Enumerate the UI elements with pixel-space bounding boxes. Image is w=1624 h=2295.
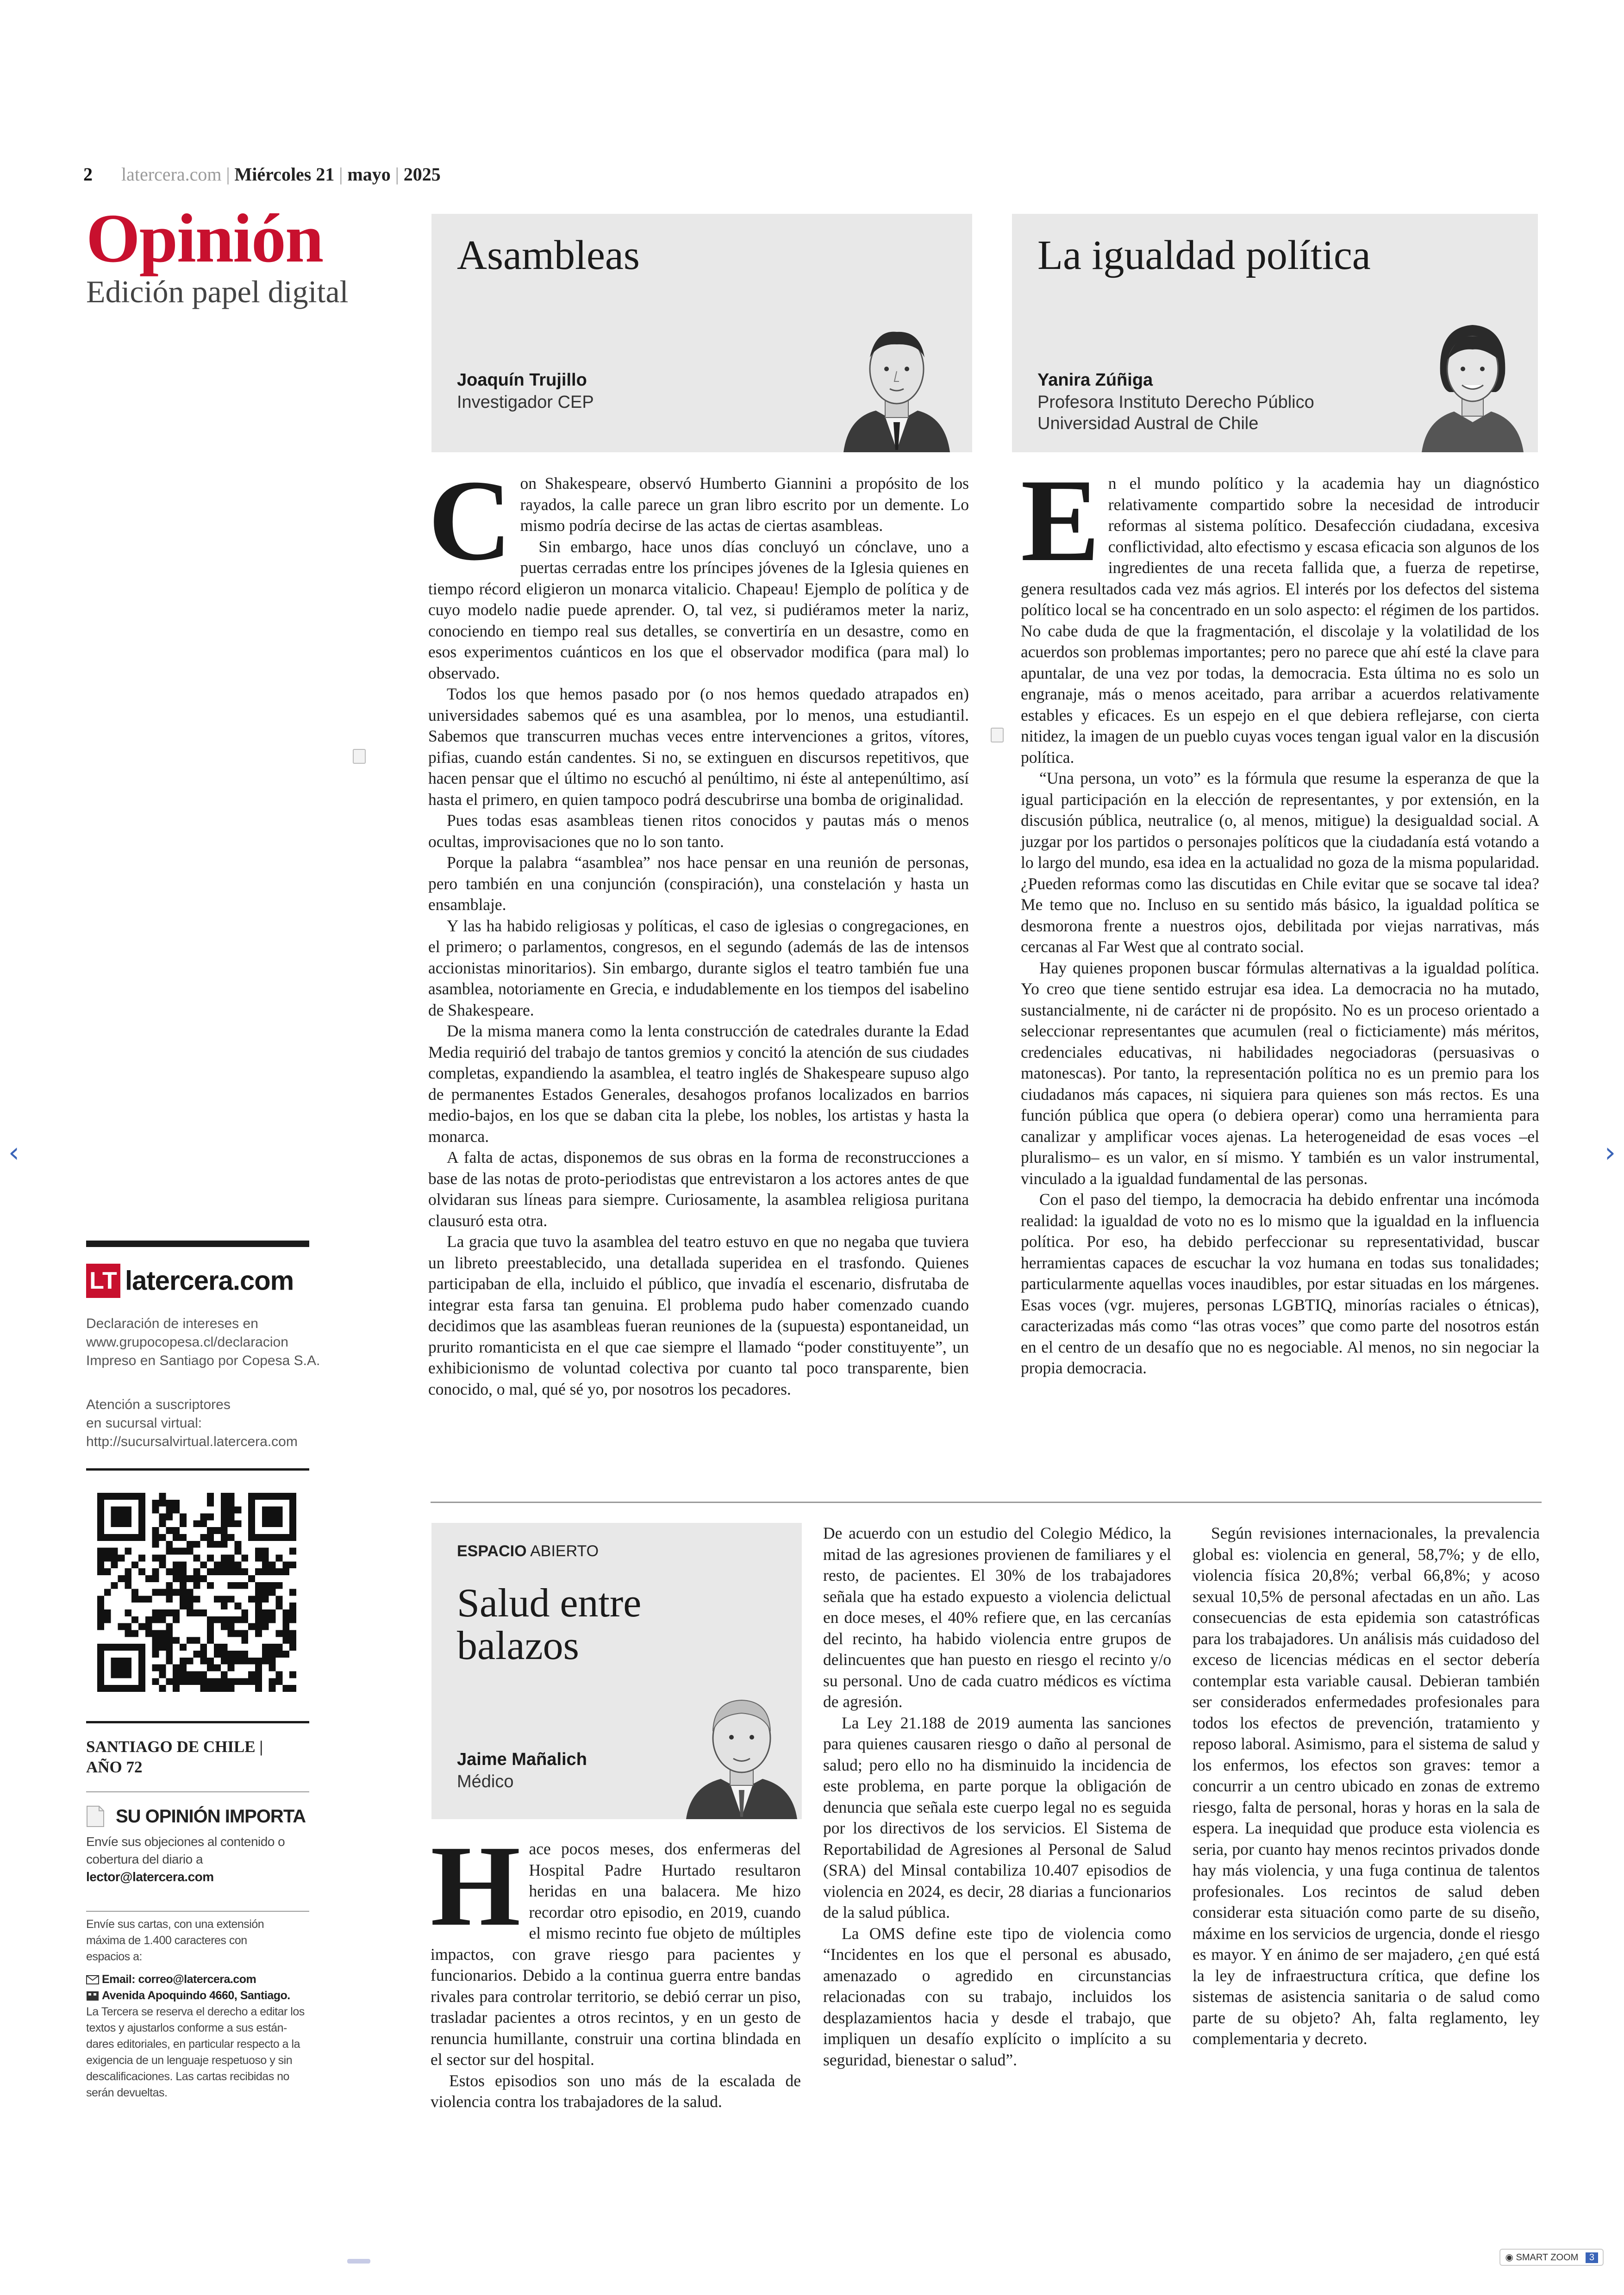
- paragraph: “Una persona, un voto” es la fórmula que resume la esperanza de que la igual participación en la elección de representantes, y por extensión, en la discusión pública, neutralice (o, al menos, mitigue) la desigualdad social. A juzgar por los partidos o personajes políticos que la ciudadanía está votando a lo largo del mundo, esa idea en la actualidad no goza de la misma popularidad. ¿Pueden reformas como las discutidas en Chile evitar que se socave tal idea? Me temo que no. Incluso en su sentido más básico, la igualdad política se desmorona frente a nuestros ojos, debilitada por viejas narrativas, más cercanas al Far West que al contrato social.: [1021, 769, 1539, 956]
- article-author: Joaquín Trujillo: [457, 370, 587, 390]
- year-issue: AÑO 72: [86, 1758, 143, 1776]
- city-label: SANTIAGO DE CHILE |: [86, 1738, 263, 1756]
- article-body-igualdad: [1021, 455, 1539, 1379]
- article-title-line: Salud entre: [457, 1581, 642, 1626]
- page-badge: 3: [1586, 2252, 1598, 2263]
- letters-text: espacios a:: [86, 1950, 142, 1963]
- subscribers-line: Atención a suscriptores: [86, 1397, 231, 1412]
- paragraph: La gracia que tuvo la asamblea del teatro estuvo en que no negaba que tuviera un libreto preestablecido, una detallada superidea en el trasfondo. Quienes participaban de ella, incluido el público, que invadía el escenario, disfrutaba de integrar esta farsa tan genuina. El problema pudo haber comenzado cuando decidimos que las asambleas fueran reuniones de la (supuesta) espontaneidad, un prurito romanticista en el que cae siempre el llamado “poder constituyente”, un exhibicionismo de voluntad colectiva por cuanto tal poco transparente, bien conocido, o mal, qué sé yo, por nosotros los pecadores.: [428, 1232, 969, 1398]
- opinion-email-link[interactable]: lector@latercera.com: [86, 1870, 214, 1884]
- article-header-salud: [431, 1523, 802, 1819]
- sidebar-rule: [86, 1721, 309, 1723]
- section-subtitle: Edición papel digital: [86, 274, 349, 309]
- article-header-igualdad: [1012, 214, 1538, 452]
- paragraph: Hay quienes proponen buscar fórmulas alternativas a la igualdad política. Yo creo que tiene sentido estrujar esa idea. La democracia no ha mutado, sustancialmente, ni de carácter ni de propósito. No es un proceso orientado a seleccionar representantes que acumulen (real o ficticiamente) más méritos, credenciales educativas, ni habilidades negociadoras (persuasivas o matonescas). Por tanto, la representación política no es un premio para los ciudadanos más capaces, ni siquiera para quienes son más rectos. Es una función pública que opera (o debiera operar) como una herramienta para canalizar y amplificar voces ajenas. La heterogeneidad de esas voces –el pluralismo– es un valor, en sí mismo. Y también es un valor instrumental, vinculado a la igualdad fundamental de las personas.: [1021, 958, 1539, 1188]
- email-icon: [86, 1975, 99, 1984]
- paragraph: Y las ha habido religiosas y políticas, el caso de iglesias o congregaciones, en el primero; o parlamentos, congresos, en el segundo (además de las de intensos accionistas minoritarios). Sin embargo, durante siglos el teatro también fue una asamblea, notoriamente en Grecia, e indudablemente en los tiempos del isabelino de Shakespeare.: [428, 916, 969, 1019]
- paragraph: De acuerdo con un estudio del Colegio Médico, la mitad de las agresiones provienen de familiares y el resto, de pacientes. El 30% de los trabajadores señala que ha estado expuesto a violencia delictual en doce meses, el 40% refiere que, en las cercanías del recinto, ha habido violencia entre grupos de delincuentes que han puesto en riesgo el recinto y/o su personal. Uno de cada cuatro médicos es víctima de agresión.: [823, 1524, 1171, 1711]
- paragraph: La Ley 21.188 de 2019 aumenta las sanciones para quienes causaren riesgo o daño al personal de salud; pero ello no ha disminuido la incidencia de este problema, en parte porque la obligación de denuncia que señala este cuerpo legal no es seguida por los directivos de los servicios. El Sistema de Reportabilidad de Agresiones al Personal de Salud (SRA) del Minsal contabiliza 10.407 episodios de violencia en 2024, es decir, 28 diarias a funcionarios de la salud pública.: [823, 1713, 1171, 1921]
- drop-cap: C: [428, 456, 512, 585]
- letters-address: Avenida Apoquindo 4660, Santiago.: [102, 1989, 290, 2002]
- letters-text: máxima de 1.400 caracteres con: [86, 1934, 247, 1947]
- article-body-asambleas: [428, 456, 969, 1400]
- author-portrait: [839, 311, 955, 452]
- opinion-title: SU OPINIÓN IMPORTA: [116, 1806, 306, 1827]
- paragraph: Estos episodios son uno más de la escalada de violencia contra los trabajadores de la salud.: [431, 2071, 801, 2111]
- smart-zoom-control[interactable]: [1499, 2249, 1604, 2266]
- date-day: Miércoles 21: [234, 164, 335, 185]
- sidebar-rule: [86, 1791, 309, 1792]
- date-year: 2025: [403, 164, 441, 185]
- sidebar-rule: [86, 1911, 309, 1912]
- sidebar-rule-top: [86, 1241, 309, 1247]
- article-header-asambleas: [431, 214, 972, 452]
- eye-icon: ◉: [1505, 2252, 1513, 2263]
- declaration-line: Impreso en Santiago por Copesa S.A.: [86, 1353, 320, 1368]
- smart-zoom-label: SMART ZOOM: [1516, 2252, 1579, 2263]
- article-title: La igualdad política: [1037, 232, 1371, 278]
- letters-email[interactable]: Email: correo@latercera.com: [102, 1973, 256, 1986]
- comment-marker[interactable]: [991, 728, 1004, 742]
- paragraph: Sin embargo, hace unos días concluyó un cónclave, uno a puertas cerradas entre los príncipes jóvenes de la Iglesia quienes en tiempo récord eligieron un monarca vitalicio. Chapeau! Ejemplo de política y de cuyo modelo nadie puede aprender. O, tal vez, si pudiéramos meter la nariz, conociendo en tiempo real sus detalles, se convertiría en un desastre, como en esos experimentos cuánticos en los que el observador modifica (para mal) lo observado.: [428, 537, 969, 682]
- article-author: Jaime Mañalich: [457, 1750, 587, 1769]
- chevron-right-icon[interactable]: ›: [1605, 1136, 1616, 1169]
- letters-text: Envíe sus cartas, con una extensión: [86, 1918, 264, 1931]
- letters-note: textos y ajustarlos conforme a sus están-: [86, 2021, 287, 2034]
- declaration-block: [86, 1315, 327, 1370]
- letters-note: descalificaciones. Las cartas recibidas no: [86, 2070, 289, 2083]
- paragraph: La OMS define este tipo de violencia como “Incidentes en los que el personal es abusado, amenazado o agredido en circunstancias relacionadas con su trabajo, incluidos los desplazamientos hacia y desde el trabajo, que impliquen un desafío explícito o implícito a su seguridad, bienestar o salud”.: [823, 1924, 1171, 2069]
- declaration-line: Declaración de intereses en: [86, 1316, 258, 1331]
- subscribers-line: en sucursal virtual:: [86, 1416, 202, 1431]
- lt-logo-text: latercera.com: [125, 1266, 294, 1296]
- article-body-salud-col3: [1193, 1523, 1540, 2050]
- opinion-text: Envíe sus objeciones al contenido o: [86, 1834, 285, 1849]
- section-divider: [431, 1502, 1542, 1503]
- city-year-block: [86, 1737, 263, 1777]
- date-month: mayo: [347, 164, 391, 185]
- subscribers-block: [86, 1396, 327, 1451]
- section-title: Opinión: [86, 200, 323, 277]
- document-icon: [86, 1805, 105, 1827]
- article-title-line: balazos: [457, 1623, 579, 1668]
- paragraph: A falta de actas, disponemos de sus obras en la forma de reconstrucciones a base de las notas de proto-periodistas que entrevistaron a los actores antes de que olvidaran sus líneas para siempre. Curiosamente, la asamblea religiosa puritana clausuró esta otra.: [428, 1148, 969, 1230]
- label-bold: ESPACIO: [457, 1542, 527, 1560]
- article-author-role: Investigador CEP: [457, 393, 594, 412]
- article-author-role: Profesora Instituto Derecho Público: [1037, 393, 1314, 412]
- page-header: 2 latercera.com | Miércoles 21 | mayo | 2025: [83, 164, 441, 185]
- letters-note: serán devueltas.: [86, 2086, 168, 2099]
- letters-block: [86, 1916, 318, 2101]
- paragraph: ace pocos meses, dos enfermeras del Hospital Padre Hurtado resultaron heridas en una balacera. Me hizo recordar otro episodio, en 2019, cuando el mismo recinto fue objeto de múltiples impactos, con grave riesgo para pacientes y funcionarios. Debido a la continua guerra entre bandas rivales para controlar territorio, se debió cerrar un piso, trasladar pacientes a otros recintos, y en un gesto de renuncia humillante, construir una cortina blindada en el sector sur del hospital.: [431, 1840, 801, 2069]
- sidebar-rule: [86, 1468, 309, 1471]
- opinion-text: cobertura del diario a: [86, 1852, 203, 1866]
- article-title: [457, 1582, 641, 1667]
- building-icon: [86, 1991, 99, 2001]
- paragraph: Pues todas esas asambleas tienen ritos conocidos y pautas más o menos ocultas, improvisaciones que no lo son tanto.: [428, 811, 969, 851]
- article-author-role: Médico: [457, 1772, 514, 1791]
- article-title: Asambleas: [457, 232, 640, 278]
- paragraph: Con el paso del tiempo, la democracia ha debido enfrentar una incómoda realidad: la igualdad de voto no es lo mismo que la igualdad en la influencia política. Por eso, ha debido perfeccionar su representatividad, buscar herramientas capaces de escuchar la voz humana en todas sus tonalidades; particularmente aquellas voces inaudibles, por estar situadas en los márgenes. Esas voces (vgr. mujeres, personas LGBTIQ, minorías raciales o étnicas), caracterizadas más como “las otras voces” que como parte del nosotros están en el centro de un desafío que no es negociable. Al menos, no sin negociar la propia democracia.: [1021, 1190, 1539, 1377]
- drop-cap: E: [1021, 455, 1100, 586]
- subscribers-link[interactable]: http://sucursalvirtual.latercera.com: [86, 1434, 298, 1449]
- latercera-logo[interactable]: [86, 1264, 318, 1302]
- page-scroll-indicator[interactable]: [347, 2259, 370, 2264]
- site-name: latercera.com: [121, 164, 222, 185]
- letters-note: dares editoriales, en particular respecto a la: [86, 2038, 300, 2051]
- author-portrait: [1415, 309, 1530, 452]
- article-author-role: Universidad Austral de Chile: [1037, 414, 1259, 433]
- chevron-left-icon[interactable]: ‹: [8, 1136, 19, 1169]
- lt-logo-box: LT: [86, 1264, 120, 1298]
- drop-cap: H: [431, 1822, 521, 1950]
- letters-note: exigencia de un lenguaje respetuoso y sin: [86, 2054, 293, 2067]
- article-body-salud-col1: [431, 1822, 801, 2113]
- page-number: 2: [83, 164, 93, 185]
- paragraph: Según revisiones internacionales, la prevalencia global es: violencia en general, 58,7%; y de ello, violencia física 20,8%; verbal 66,8%; y acoso sexual 10,5% de personal afectadas en un año. Las consecuencias de esta epidemia son catastróficas para los trabajadores. Un análisis más cuidadoso del exceso de licencias médicas en el sector debería contemplar esta variable causal. Debieran también ser considerados enfermedades profesionales para todos los efectos de prevención, tratamiento y reposo laboral. Asimismo, para el sistema de salud y los enfermos, los efectos son graves: temor a concurrir a un centro ubicado en zonas de extremo riesgo, falta de personal, horas y horas en la sala de espera. La inequidad que produce esta violencia es seria, por cuanto hay menos recintos privados donde hay más violencia, y una fuga continua de talentos profesionales. Los recintos de salud deben considerar esta situación como parte de su diseño, máxime en los servicios de urgencia, donde el riesgo es mayor. Y en ánimo de ser majadero, ¿en qué está la ley de infraestructura crítica, que define los sistemas de asistencia sanitaria o de salud como parte de su objeto? Ah, falta reglamento, ley complementaria y decreto.: [1193, 1524, 1540, 2048]
- label-rest: ABIERTO: [526, 1542, 599, 1560]
- letters-note: La Tercera se reserva el derecho a editar los: [86, 2005, 305, 2018]
- article-author: Yanira Zúñiga: [1037, 370, 1153, 390]
- paragraph: n el mundo político y la academia hay un diagnóstico relativamente compartido sobre la necesidad de introducir reformas al sistema político. Desafección ciudadana, excesiva conflictividad, alto efectismo y escasa eficacia son algunos de los ingredientes de una receta fallida que, a fuerza de repetirse, genera resultados cada vez más agrios. El interés por los defectos del sistema político local se ha concentrado en un solo aspecto: el régimen de los partidos. No cabe duda de que la fragmentación, el discolaje y la volatilidad de los acuerdos son problemas importantes; pero no parece que ahí esté la clave para apuntalar, de una vez por todas, la democracia. Esta última no es solo un engranaje, más o menos aceitado, para arribar a acuerdos relativamente estables y eficaces. Es un espejo en el que debiera reflejarse, con cierta nitidez, la imagen de un pueblo cuyas voces tengan igual valor en la discusión política.: [1021, 474, 1539, 767]
- opinion-box: [86, 1805, 308, 1886]
- paragraph: De la misma manera como la lenta construcción de catedrales durante la Edad Media requirió del trabajo de tantos gremios y concitó la atención de sus ciudades completas, expandiendo la asamblea, el teatro inglés de Shakespeare supuso algo de permanentes Estados Generales, desahogos profanos localizados en barrios medio-bajos, en los que se daban cita la plebe, los nobles, los artistas y hasta la monarca.: [428, 1022, 969, 1146]
- author-portrait: [681, 1683, 802, 1819]
- paragraph: Porque la palabra “asamblea” nos hace pensar en una reunión de personas, pero también en una conjunción (conspiración), una constelación y hasta un ensamblaje.: [428, 853, 969, 914]
- paragraph: Todos los que hemos pasado por (o nos hemos quedado atrapados en) universidades sabemos qué es una asamblea, por lo menos, una estudiantil. Sabemos que transcurren muchas veces entre intervenciones a gritos, vítores, pifias, cuando están candentes. Si no, se extinguen en discursos repetitivos, que hacen pensar que el último no escuchó al penúltimo, ni éste al antepenúltimo, así hasta el primero, en quien tampoco podrá descubrirse una bomba de originalidad.: [428, 685, 969, 809]
- qr-code[interactable]: [97, 1493, 296, 1692]
- espacio-abierto-label: [457, 1542, 599, 1560]
- declaration-link[interactable]: www.grupocopesa.cl/declaracion: [86, 1335, 288, 1350]
- comment-marker[interactable]: [353, 749, 366, 764]
- paragraph: on Shakespeare, observó Humberto Giannini a propósito de los rayados, la calle parece un gran libro escrito por un demente. Lo mismo podría decirse de las actas de ciertas asambleas.: [520, 474, 969, 535]
- article-body-salud-col2: [823, 1523, 1171, 2070]
